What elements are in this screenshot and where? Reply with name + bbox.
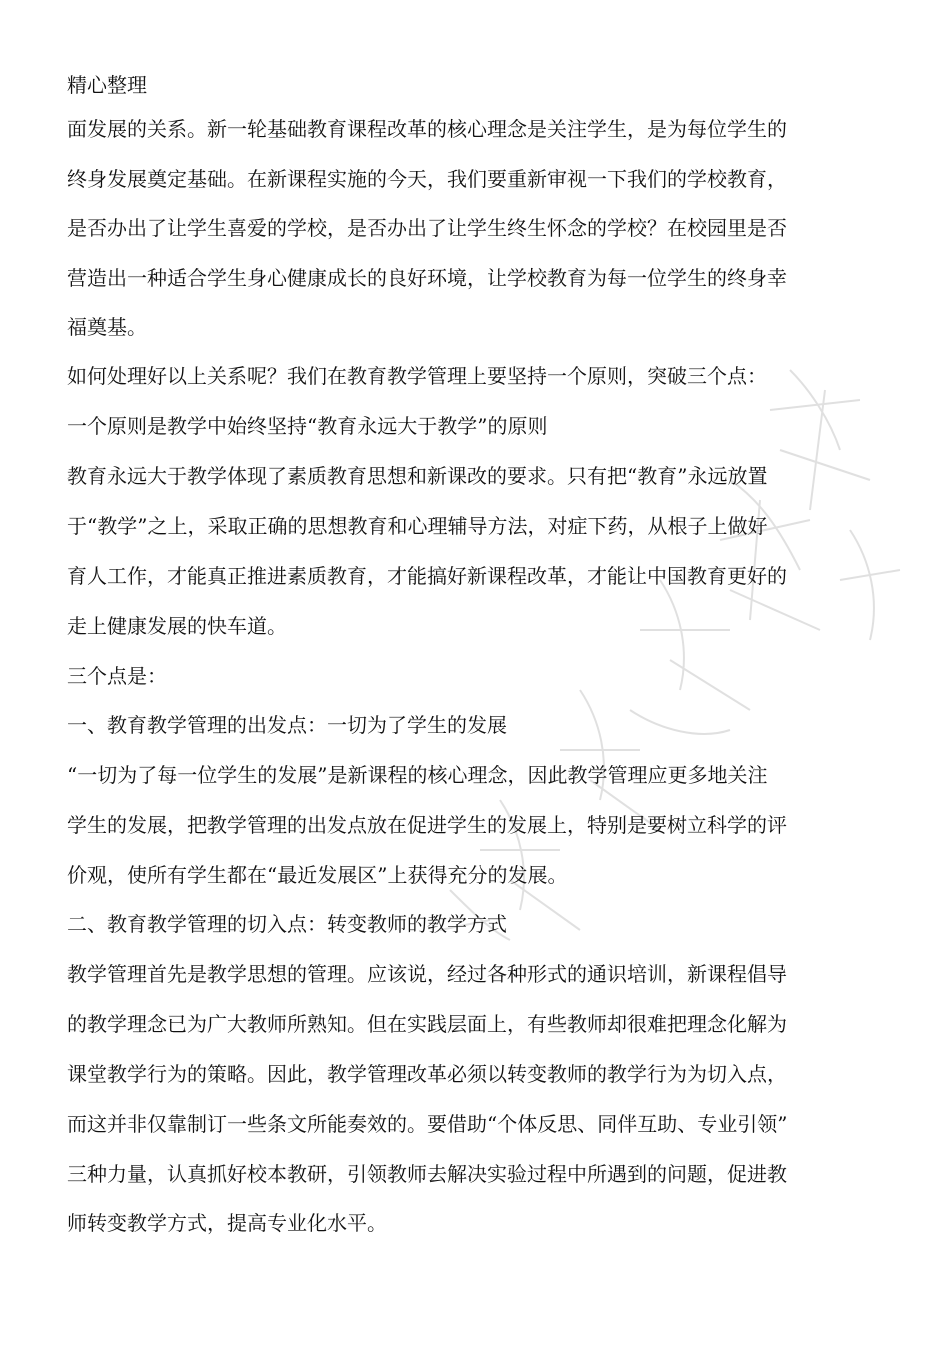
body-line: 师转变教学方式，提高专业化水平。	[67, 1211, 387, 1235]
body-line: 三种力量，认真抓好校本教研，引领教师去解决实验过程中所遇到的问题，促进教	[67, 1162, 787, 1186]
body-line: 价观，使所有学生都在“最近发展区”上获得充分的发展。	[67, 863, 568, 887]
body-line: 营造出一种适合学生身心健康成长的良好环境，让学校教育为每一位学生的终身幸	[67, 266, 787, 290]
section-heading: 二、教育教学管理的切入点：转变教师的教学方式	[67, 912, 507, 936]
section-heading: 一个原则是教学中始终坚持“教育永远大于教学”的原则	[67, 414, 548, 438]
body-line: 终身发展奠定基础。在新课程实施的今天，我们要重新审视一下我们的学校教育，	[67, 167, 787, 191]
body-line: “一切为了每一位学生的发展”是新课程的核心理念，因此教学管理应更多地关注	[67, 763, 768, 787]
body-line: 学生的发展，把教学管理的出发点放在促进学生的发展上，特别是要树立科学的评	[67, 813, 787, 837]
body-line: 教学管理首先是教学思想的管理。应该说，经过各种形式的通识培训，新课程倡导	[67, 962, 787, 986]
page-header: 精心整理	[67, 73, 147, 97]
body-line: 而这并非仅靠制订一些条文所能奏效的。要借助“个体反思、同伴互助、专业引领”	[67, 1112, 788, 1136]
body-line: 育人工作，才能真正推进素质教育，才能搞好新课程改革，才能让中国教育更好的	[67, 564, 787, 588]
body-line: 的教学理念已为广大教师所熟知。但在实践层面上，有些教师却很难把理念化解为	[67, 1012, 787, 1036]
section-heading: 一、教育教学管理的出发点：一切为了学生的发展	[67, 713, 507, 737]
body-line: 教育永远大于教学体现了素质教育思想和新课改的要求。只有把“教育”永远放置	[67, 464, 768, 488]
body-line: 如何处理好以上关系呢？我们在教育教学管理上要坚持一个原则，突破三个点：	[67, 364, 767, 388]
body-line: 于“教学”之上，采取正确的思想教育和心理辅导方法，对症下药，从根子上做好	[67, 514, 768, 538]
body-line: 走上健康发展的快车道。	[67, 614, 287, 638]
body-line: 面发展的关系。新一轮基础教育课程改革的核心理念是关注学生，是为每位学生的	[67, 117, 787, 141]
body-line: 是否办出了让学生喜爱的学校，是否办出了让学生终生怀念的学校？在校园里是否	[67, 216, 787, 240]
section-heading: 三个点是：	[67, 664, 167, 688]
body-line: 福奠基。	[67, 315, 147, 339]
body-line: 课堂教学行为的策略。因此，教学管理改革必须以转变教师的教学行为为切入点，	[67, 1062, 787, 1086]
